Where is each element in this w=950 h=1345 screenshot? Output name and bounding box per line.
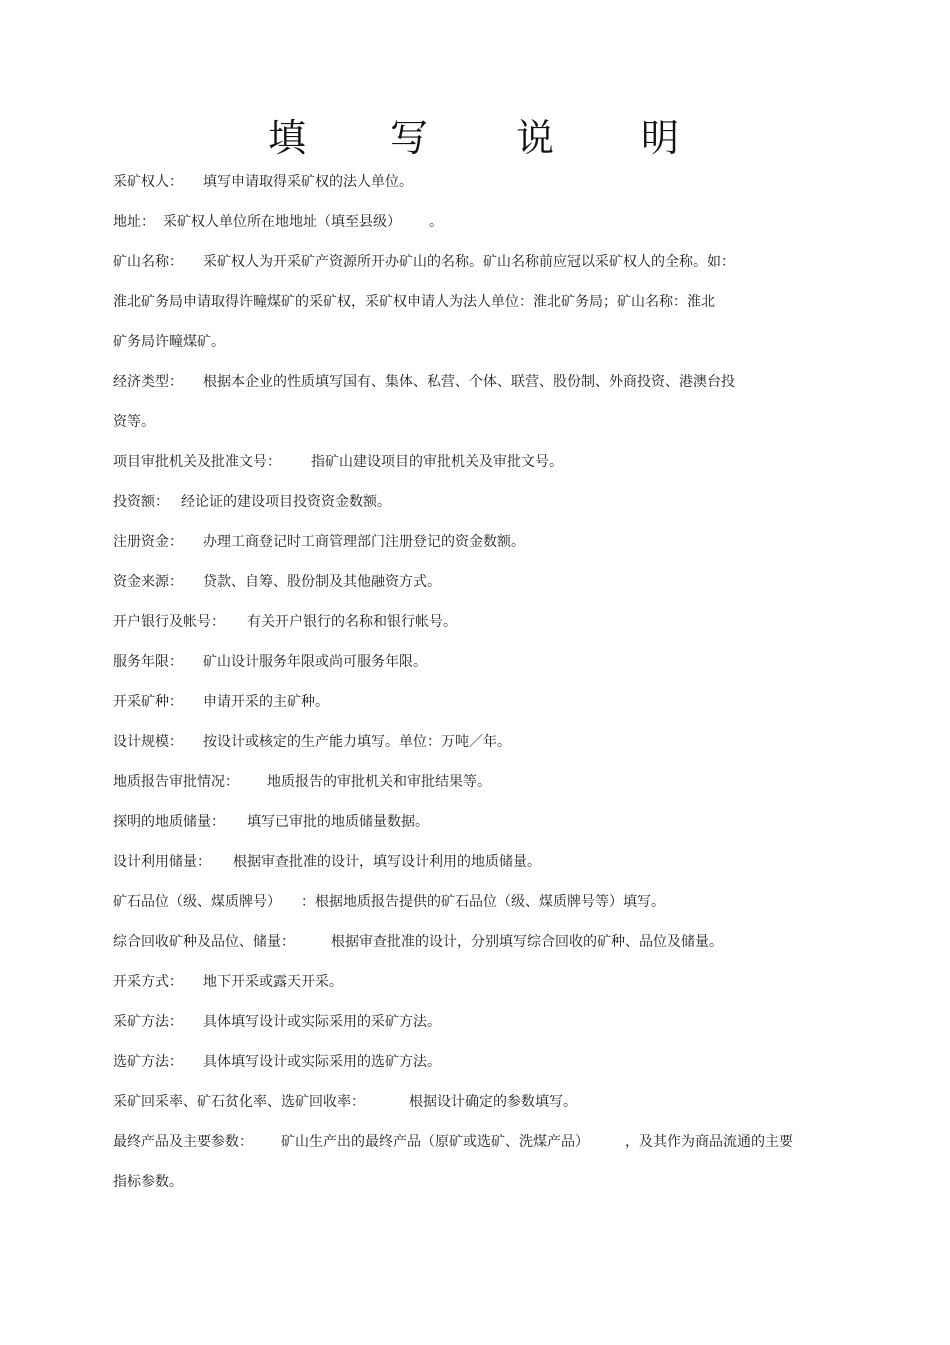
instruction-line bbox=[113, 172, 413, 192]
instruction-line bbox=[113, 332, 225, 352]
field-description: 具体填写设计或实际采用的选矿方法。 bbox=[203, 1054, 441, 1070]
field-description: 具体填写设计或实际采用的采矿方法。 bbox=[203, 1014, 441, 1030]
instruction-line bbox=[113, 1172, 183, 1192]
field-label: 矿石品位（级、煤质牌号） bbox=[113, 894, 281, 910]
field-label: 开户银行及帐号： bbox=[113, 614, 225, 630]
instruction-line bbox=[113, 1012, 441, 1032]
instruction-line bbox=[113, 732, 511, 752]
field-description: 采矿权人单位所在地地址（填至县级） bbox=[163, 214, 401, 230]
field-description: 申请开采的主矿种。 bbox=[203, 694, 329, 710]
field-description: 资等。 bbox=[113, 414, 155, 430]
field-description: 根据审查批准的设计，分别填写综合回收的矿种、品位及储量。 bbox=[331, 934, 723, 950]
instruction-line bbox=[113, 692, 329, 712]
title-char-4: 明 bbox=[641, 116, 680, 160]
instruction-line bbox=[113, 1052, 441, 1072]
instruction-line bbox=[113, 532, 525, 552]
field-label: 项目审批机关及批准文号： bbox=[113, 454, 281, 470]
instruction-line bbox=[113, 772, 491, 792]
field-description: 按设计或核定的生产能力填写。单位：万吨／年。 bbox=[203, 734, 511, 750]
field-description: 办理工商登记时工商管理部门注册登记的资金数额。 bbox=[203, 534, 525, 550]
field-description: 根据设计确定的参数填写。 bbox=[409, 1094, 577, 1110]
page-title bbox=[0, 112, 950, 168]
field-description: 指标参数。 bbox=[113, 1174, 183, 1190]
field-description: 采矿权人为开采矿产资源所开办矿山的名称。矿山名称前应冠以采矿权人的全称。如： bbox=[203, 254, 735, 270]
field-description: 淮北矿务局申请取得许疃煤矿的采矿权，采矿权申请人为法人单位：淮北矿务局；矿山名称：淮北 bbox=[113, 294, 715, 310]
field-description: 填写已审批的地质储量数据。 bbox=[247, 814, 429, 830]
field-label: 探明的地质储量： bbox=[113, 814, 225, 830]
field-description: 矿山设计服务年限或尚可服务年限。 bbox=[203, 654, 427, 670]
instruction-line bbox=[113, 812, 429, 832]
title-char-2: 写 bbox=[390, 116, 429, 160]
instruction-line bbox=[113, 292, 715, 312]
field-label: 最终产品及主要参数： bbox=[113, 1134, 253, 1150]
field-label: 综合回收矿种及品位、储量： bbox=[113, 934, 295, 950]
field-label: 设计利用储量： bbox=[113, 854, 211, 870]
field-label: 投资额： bbox=[113, 494, 169, 510]
instruction-line bbox=[113, 972, 343, 992]
title-char-3: 说 bbox=[516, 116, 555, 160]
instruction-line bbox=[113, 852, 541, 872]
instruction-line bbox=[113, 252, 735, 272]
field-label: 注册资金： bbox=[113, 534, 183, 550]
instruction-line bbox=[113, 212, 443, 232]
instruction-line bbox=[113, 452, 563, 472]
field-label: 开采矿种： bbox=[113, 694, 183, 710]
instruction-line bbox=[113, 652, 427, 672]
field-label: 设计规模： bbox=[113, 734, 183, 750]
field-description: 矿务局许疃煤矿。 bbox=[113, 334, 225, 350]
field-label: 经济类型： bbox=[113, 374, 183, 390]
field-description: 指矿山建设项目的审批机关及审批文号。 bbox=[311, 454, 563, 470]
instruction-line bbox=[113, 892, 665, 912]
field-label: 资金来源： bbox=[113, 574, 183, 590]
instruction-line bbox=[113, 492, 391, 512]
instruction-line bbox=[113, 372, 735, 392]
instruction-line bbox=[113, 572, 441, 592]
field-description: 填写申请取得采矿权的法人单位。 bbox=[203, 174, 413, 190]
field-label: 服务年限： bbox=[113, 654, 183, 670]
instruction-line bbox=[113, 412, 155, 432]
field-description-continued: ，及其作为商品流通的主要 bbox=[625, 1134, 793, 1150]
field-description: 根据审查批准的设计，填写设计利用的地质储量。 bbox=[233, 854, 541, 870]
field-label: 开采方式： bbox=[113, 974, 183, 990]
title-char-1: 填 bbox=[268, 116, 307, 160]
field-description-continued: 。 bbox=[429, 214, 443, 230]
field-description: 地下开采或露天开采。 bbox=[203, 974, 343, 990]
field-description: 有关开户银行的名称和银行帐号。 bbox=[247, 614, 457, 630]
field-label: 采矿权人： bbox=[113, 174, 183, 190]
field-label: 地质报告审批情况： bbox=[113, 774, 239, 790]
field-description: 贷款、自筹、股份制及其他融资方式。 bbox=[203, 574, 441, 590]
field-description: 经论证的建设项目投资资金数额。 bbox=[181, 494, 391, 510]
field-description: ：根据地质报告提供的矿石品位（级、煤质牌号等）填写。 bbox=[301, 894, 665, 910]
instruction-line bbox=[113, 1092, 577, 1112]
field-description: 根据本企业的性质填写国有、集体、私营、个体、联营、股份制、外商投资、港澳台投 bbox=[203, 374, 735, 390]
field-label: 采矿回采率、矿石贫化率、选矿回收率： bbox=[113, 1094, 365, 1110]
field-label: 采矿方法： bbox=[113, 1014, 183, 1030]
field-label: 地址： bbox=[113, 214, 155, 230]
field-description: 地质报告的审批机关和审批结果等。 bbox=[267, 774, 491, 790]
field-label: 矿山名称： bbox=[113, 254, 183, 270]
instruction-line bbox=[113, 932, 723, 952]
instruction-line bbox=[113, 612, 457, 632]
instruction-line bbox=[113, 1132, 793, 1152]
field-description: 矿山生产出的最终产品（原矿或选矿、洗煤产品） bbox=[281, 1134, 589, 1150]
field-label: 选矿方法： bbox=[113, 1054, 183, 1070]
